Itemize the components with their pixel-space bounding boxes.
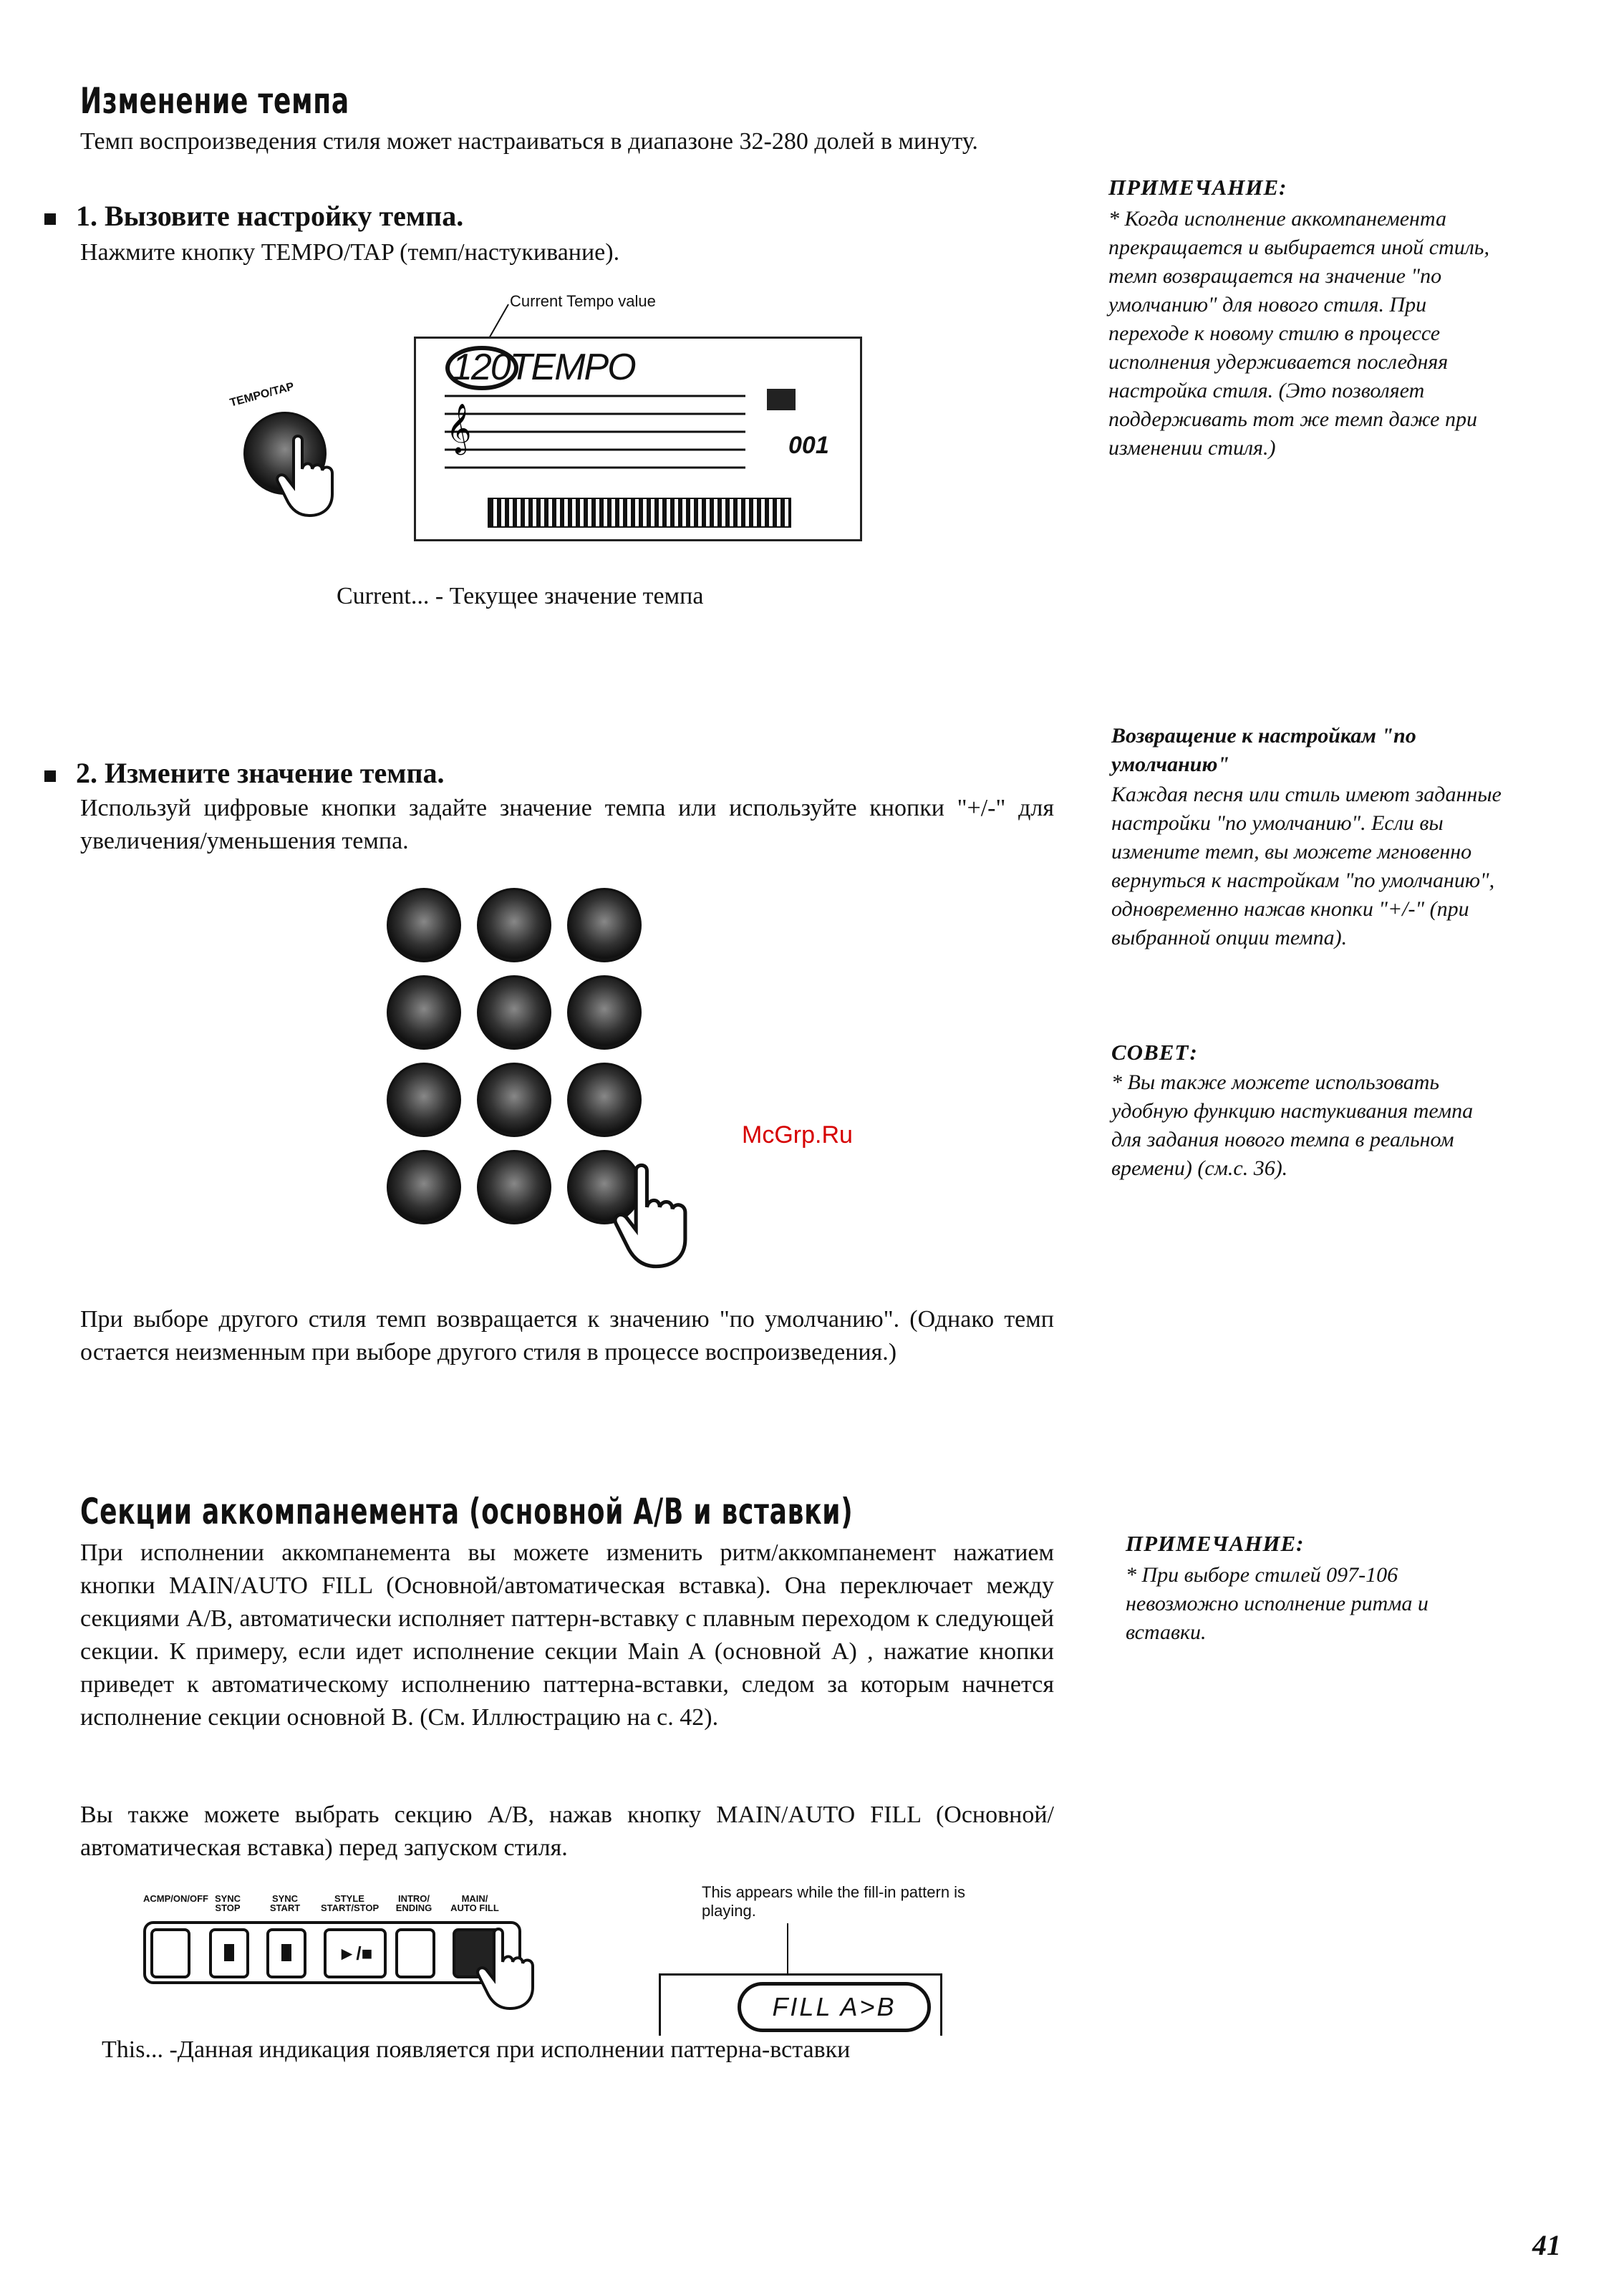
sync-start-button[interactable] (266, 1928, 306, 1978)
intro-text: Темп воспроизведения стиля может настраиваться в диапазоне 32-280 долей в минуту. (80, 128, 978, 155)
fill-display-readout: FILL A>B (738, 1982, 931, 2032)
bullet-icon (44, 770, 56, 782)
note2-text: Каждая песня или стиль имеют заданные настройки "по умолчанию". Если вы измените темп, вы можете мгновенно вернуться к настройкам "по умолчанию", одновременно нажав кнопки "+/-" (при выбранной опции темпа). (1111, 783, 1502, 949)
key-2[interactable] (477, 888, 551, 962)
pointing-hand-icon (473, 1926, 551, 2019)
section2-para1: При исполнении аккомпанемента вы можете изменить ритм/аккомпанемент нажатием кнопки MAIN/AUTO FILL (Основной/автоматическая вставка). Она переключает между секциями А/В, автоматически исполняет паттерн-вставку с плавным переходом к следующей секции. К примеру, если идет исполнение секции Main A (основной A) , нажатие кнопки приведет к автоматическому исполнению паттерна-вставки, следом за которым начнется исполнение секции основной В. (См. Иллюстрацию на с. 42). (80, 1539, 1054, 1731)
step2-text: Используй цифровые кнопки задайте значение темпа или используйте кнопки "+/-" для увеличения/уменьшения темпа. (80, 795, 1054, 854)
acmp-button[interactable] (150, 1928, 190, 1978)
section-title-tempo: Изменение темпа (80, 80, 349, 122)
step2-heading: 2. Измените значение темпа. (44, 756, 445, 790)
section2-caption: This... -Данная индикация появляется при исполнении паттерна-вставки (102, 2036, 851, 2063)
key-1[interactable] (387, 888, 461, 962)
keyboard-indicator (488, 498, 791, 528)
key-0[interactable] (477, 1150, 551, 1224)
note2-heading: Возвращение к настройкам "по умолчанию" (1111, 724, 1416, 776)
tip-heading: СОВЕТ: (1111, 1040, 1198, 1065)
bullet-icon (44, 213, 56, 225)
lcd-measure: 001 (788, 432, 829, 459)
page-number: 41 (1532, 2229, 1561, 2261)
section2-para2: Вы также можете выбрать секцию А/В, нажав кнопку MAIN/AUTO FILL (Основной/автоматическая вставка) перед запуском стиля. (80, 1802, 1054, 1861)
watermark: McGrp.Ru (742, 1121, 853, 1149)
intro-ending-button[interactable] (395, 1928, 435, 1978)
key-6[interactable] (567, 975, 642, 1050)
callout-line (780, 1923, 795, 1973)
step1-heading: 1. Вызовите настройку темпа. (44, 199, 463, 233)
key-5[interactable] (477, 975, 551, 1050)
key-7[interactable] (387, 1063, 461, 1137)
tempo-tap-label: TEMPO/TAP (228, 380, 296, 410)
tip-text: * Вы также можете использовать удобную функцию настукивания темпа для задания нового темпа в реальном времени) (см.с. 36). (1111, 1070, 1474, 1180)
key-8[interactable] (477, 1063, 551, 1137)
panel-label-style: STYLE START/STOP (321, 1893, 380, 1913)
section-title-accompaniment: Секции аккомпанемента (основной А/В и вставки) (80, 1491, 854, 1532)
note3-text: * При выборе стилей 097-106 невозможно исполнение ритма и вставки. (1126, 1563, 1429, 1644)
step1-text: Нажмите кнопку TEMPO/TAP (темп/настукивание). (80, 239, 620, 266)
key-9[interactable] (567, 1063, 642, 1137)
panel-label-sync-start: SYNC START (269, 1893, 301, 1913)
note3-heading: ПРИМЕЧАНИЕ: (1126, 1531, 1305, 1556)
note1-heading: ПРИМЕЧАНИЕ: (1108, 175, 1287, 200)
key-3[interactable] (567, 888, 642, 962)
pointing-hand-icon (272, 433, 351, 519)
fill-callout: This appears while the fill-in pattern is playing. (702, 1883, 966, 1920)
pointing-hand-icon (609, 1160, 709, 1282)
panel-label-main: MAIN/ AUTO FILL (450, 1893, 499, 1913)
step2-after-text: При выборе другого стиля темп возвращается к значению "по умолчанию". (Однако темп остается неизменным при выборе другого стиля в процессе воспроизведения.) (80, 1306, 1054, 1365)
style-control-panel (143, 1894, 530, 1980)
panel-label-sync-stop: SYNC STOP (214, 1893, 241, 1913)
style-start-stop-button[interactable]: ►/■ (324, 1928, 387, 1978)
key-4[interactable] (387, 975, 461, 1050)
step1-caption: Current... - Текущее значение темпа (337, 583, 704, 609)
key-minus[interactable] (387, 1150, 461, 1224)
panel-label-intro: INTRO/ ENDING (395, 1893, 432, 1913)
note1-text: * Когда исполнение аккомпанемента прекращается и выбирается иной стиль, темп возвращается на значение "по умолчанию" для нового стиля. При переходе к новому стилю в процессе исполнения удерживается последняя настройка стиля. (Это позволяет поддерживать тот же темп даже при изменении стиля.) (1108, 207, 1489, 460)
tempo-callout: Current Tempo value (510, 292, 656, 310)
svg-text:𝄞: 𝄞 (446, 403, 472, 453)
sync-stop-button[interactable] (209, 1928, 249, 1978)
staff-lines (430, 382, 846, 482)
lcd-display (414, 337, 862, 541)
lcd-tempo-readout: 120TEMPO (452, 347, 635, 388)
panel-label-acmp: ACMP/ON/OFF (143, 1893, 208, 1904)
